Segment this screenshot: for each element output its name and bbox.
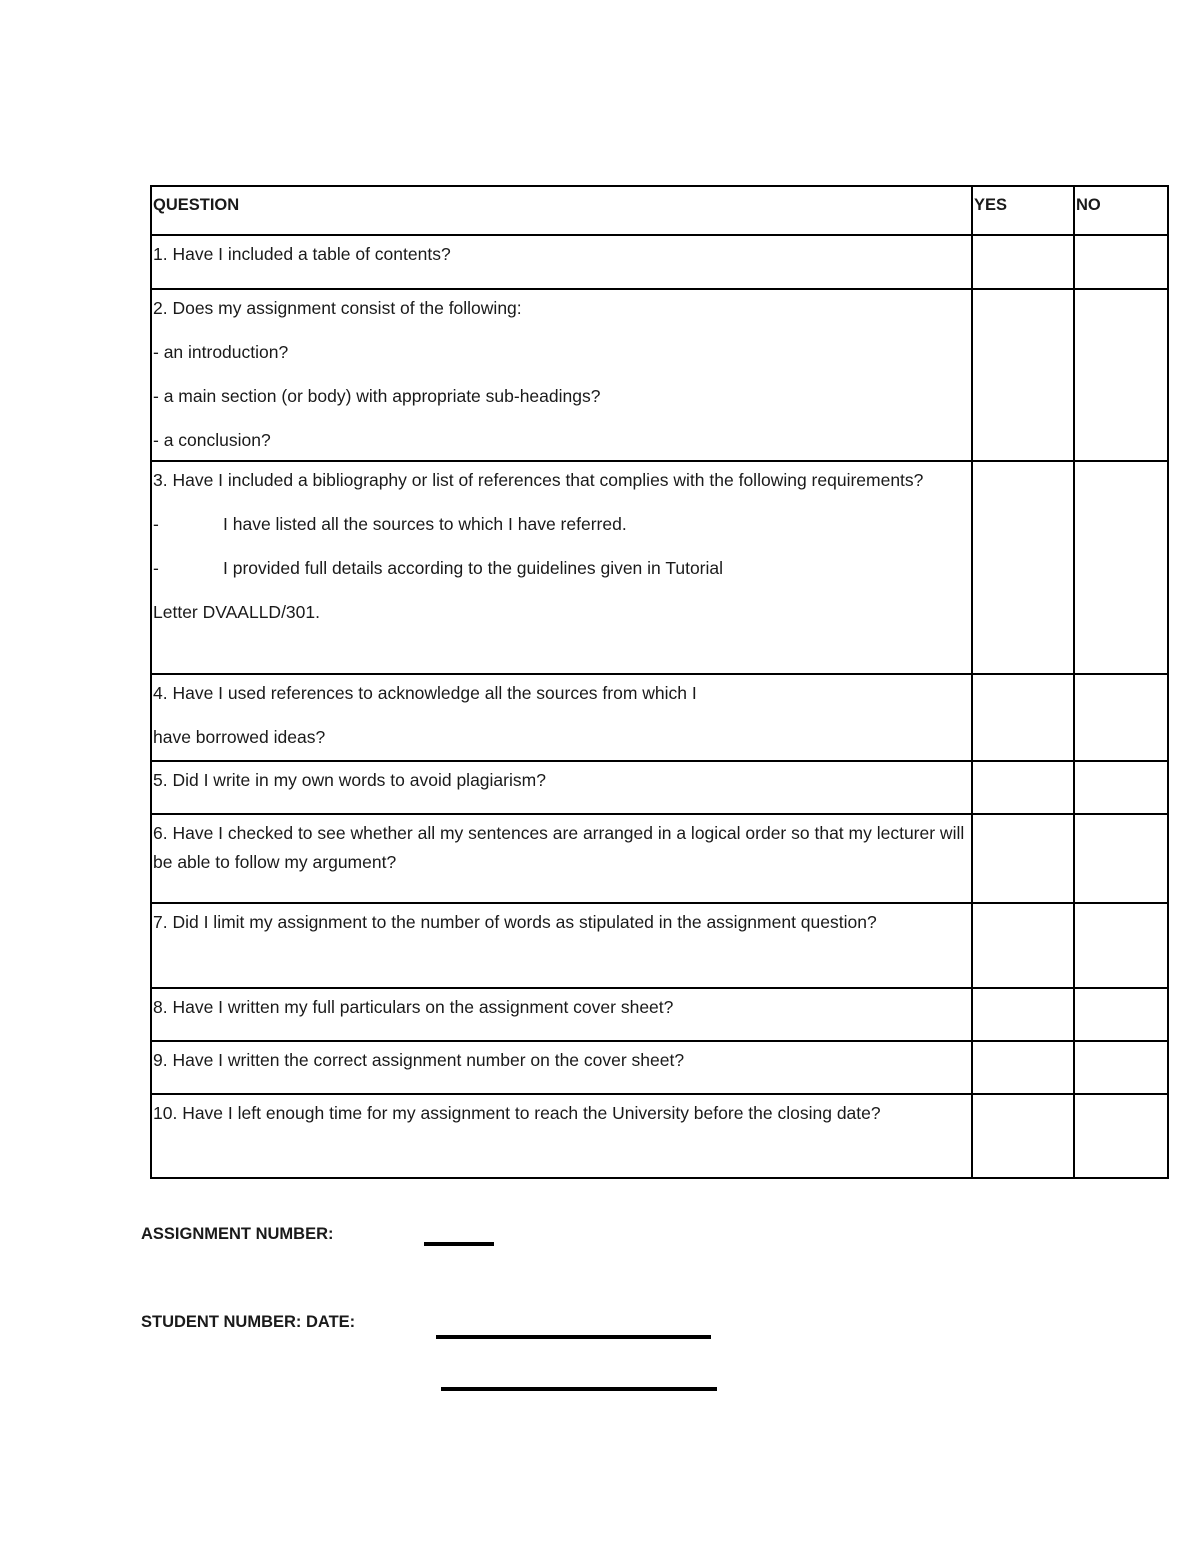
table-row <box>151 1041 1168 1094</box>
table-row <box>151 814 1168 903</box>
table-row <box>151 1094 1168 1178</box>
question-header: QUESTION <box>151 186 972 235</box>
question-text: 5. Did I write in my own words to avoid plagiarism? <box>153 770 546 790</box>
no-cell[interactable] <box>1074 235 1168 289</box>
question-text: 2. Does my assignment consist of the following: <box>153 298 522 318</box>
question-cell <box>151 903 972 988</box>
question-bullet: - I have listed all the sources to which I have referred. <box>153 514 627 534</box>
yes-cell[interactable] <box>972 1041 1074 1094</box>
table-row <box>151 761 1168 814</box>
question-text: 3. Have I included a bibliography or list of references that complies with the following requirements? <box>153 470 924 490</box>
question-cell <box>151 814 972 903</box>
table-row <box>151 235 1168 289</box>
question-continuation: Letter DVAALLD/301. <box>153 602 320 622</box>
question-cell <box>151 988 972 1041</box>
question-cell <box>151 674 972 761</box>
table-header-row <box>151 186 1168 235</box>
student-number-blank[interactable] <box>436 1335 711 1339</box>
no-cell[interactable] <box>1074 1041 1168 1094</box>
checklist-table <box>150 185 1169 1179</box>
question-text: 7. Did I limit my assignment to the number of words as stipulated in the assignment question? <box>153 912 877 932</box>
yes-header: YES <box>972 186 1074 235</box>
assignment-number-label: ASSIGNMENT NUMBER: <box>141 1225 334 1243</box>
no-cell[interactable] <box>1074 289 1168 461</box>
bullet-text: I have listed all the sources to which I have referred. <box>223 514 627 534</box>
question-text: 6. Have I checked to see whether all my sentences are arranged in a logical order so that my lecturer will be able to follow my argument? <box>153 823 965 872</box>
table-row <box>151 903 1168 988</box>
yes-cell[interactable] <box>972 235 1074 289</box>
no-cell[interactable] <box>1074 903 1168 988</box>
question-cell <box>151 235 972 289</box>
student-number-date-label: STUDENT NUMBER: DATE: <box>141 1313 356 1331</box>
yes-cell[interactable] <box>972 761 1074 814</box>
yes-cell[interactable] <box>972 1094 1074 1178</box>
table-row <box>151 461 1168 674</box>
question-text: 9. Have I written the correct assignment number on the cover sheet? <box>153 1050 685 1070</box>
question-subitem: - a conclusion? <box>153 430 271 450</box>
question-cell <box>151 289 972 461</box>
bullet-text: I provided full details according to the guidelines given in Tutorial <box>223 558 724 578</box>
no-cell[interactable] <box>1074 761 1168 814</box>
question-text: 10. Have I left enough time for my assignment to reach the University before the closing date? <box>153 1103 881 1123</box>
date-blank[interactable] <box>441 1387 717 1391</box>
yes-cell[interactable] <box>972 674 1074 761</box>
no-cell[interactable] <box>1074 461 1168 674</box>
no-cell[interactable] <box>1074 988 1168 1041</box>
no-header: NO <box>1074 186 1168 235</box>
question-cell <box>151 1094 972 1178</box>
assignment-number-blank[interactable] <box>424 1242 494 1246</box>
question-cell <box>151 761 972 814</box>
question-cell <box>151 461 972 674</box>
question-continuation: have borrowed ideas? <box>153 727 326 747</box>
question-text: 1. Have I included a table of contents? <box>153 244 451 264</box>
yes-cell[interactable] <box>972 461 1074 674</box>
question-subitem: - an introduction? <box>153 342 289 362</box>
table-row <box>151 988 1168 1041</box>
question-subitem: - a main section (or body) with appropriate sub-headings? <box>153 386 601 406</box>
table-row <box>151 674 1168 761</box>
yes-cell[interactable] <box>972 814 1074 903</box>
question-bullet: - I provided full details according to the guidelines given in Tutorial <box>153 558 724 578</box>
question-text: 4. Have I used references to acknowledge all the sources from which I <box>153 683 697 703</box>
yes-cell[interactable] <box>972 903 1074 988</box>
no-cell[interactable] <box>1074 814 1168 903</box>
no-cell[interactable] <box>1074 674 1168 761</box>
yes-cell[interactable] <box>972 988 1074 1041</box>
table-row <box>151 289 1168 461</box>
question-text: 8. Have I written my full particulars on the assignment cover sheet? <box>153 997 674 1017</box>
yes-cell[interactable] <box>972 289 1074 461</box>
question-cell <box>151 1041 972 1094</box>
no-cell[interactable] <box>1074 1094 1168 1178</box>
